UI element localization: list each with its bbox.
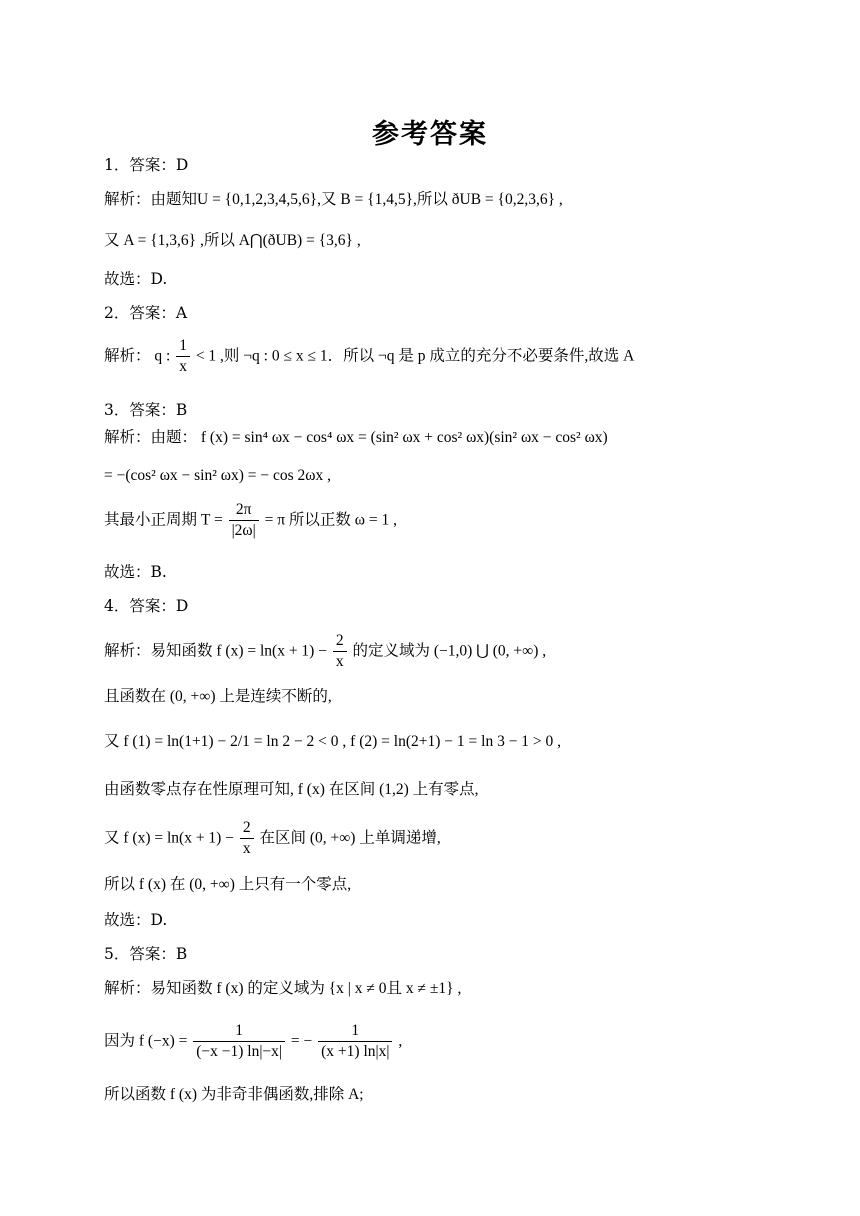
fraction-line — [104, 633, 546, 671]
numerator: 2 — [240, 820, 254, 839]
text-line: 解析：由题： f (x) = sin⁴ ωx − cos⁴ ωx = (sin² ωx + cos² ωx)(sin² ωx − cos² ωx) — [104, 429, 608, 446]
text-line: 所以 f (x) 在 (0, +∞) 上只有一个零点, — [104, 876, 352, 893]
fraction — [176, 338, 190, 376]
denominator: (x +1) ln|x| — [321, 1043, 390, 1061]
fraction — [333, 633, 347, 671]
text-line: 且函数在 (0, +∞) 上是连续不断的, — [104, 688, 332, 705]
text-line: 故选：D. — [104, 270, 168, 288]
numerator: 1 — [193, 1023, 285, 1042]
frac-suffix: = π 所以正数 ω = 1 , — [264, 511, 397, 529]
fraction-line — [104, 1023, 402, 1061]
text-line: 又 f (1) = ln(1+1) − 2/1 = ln 2 − 2 < 0 , f (2) = ln(2+1) − 1 = ln 3 − 1 > 0 , — [104, 733, 562, 750]
numerator: 2 — [333, 633, 347, 652]
text-line: 4．答案：D — [104, 597, 189, 615]
frac-suffix: < 1 ,则 ¬q : 0 ≤ x ≤ 1．所以 ¬q 是 p 成立的充分不必要条件,故选 A — [195, 347, 635, 365]
text-line: 1．答案：D — [104, 156, 189, 174]
text-line: 又 A = {1,3,6} ,所以 A⋂(ðUB) = {3,6} , — [104, 232, 361, 249]
denominator: x — [242, 840, 251, 858]
text-line: 解析：由题知U = {0,1,2,3,4,5,6},又 B = {1,4,5},所以 ðUB = {0,2,3,6} , — [104, 191, 563, 208]
text-line: 2．答案：A — [104, 304, 188, 322]
frac-mid: = − — [290, 1032, 313, 1050]
numerator: 1 — [176, 338, 190, 357]
numerator: 2π — [229, 502, 259, 521]
frac-suffix: , — [398, 1032, 403, 1050]
denominator: x — [335, 653, 344, 671]
frac-suffix: 的定义域为 (−1,0) ⋃ (0, +∞) , — [352, 642, 547, 660]
text-line: 故选：D. — [104, 911, 168, 929]
frac-prefix: 又 f (x) = ln(x + 1) − — [104, 829, 234, 847]
frac-prefix: 因为 f (−x) = — [104, 1032, 188, 1050]
fraction — [240, 820, 254, 858]
text-line: 故选：B. — [104, 563, 167, 581]
frac-prefix: 解析：易知函数 f (x) = ln(x + 1) − — [104, 642, 327, 660]
text-line: 5．答案：B — [104, 945, 188, 963]
numerator: 1 — [318, 1023, 392, 1042]
text-line: 3．答案：B — [104, 401, 188, 419]
frac-prefix: 其最小正周期 T = — [104, 511, 223, 529]
fraction — [229, 502, 259, 540]
frac-suffix: 在区间 (0, +∞) 上单调递增, — [259, 829, 441, 847]
page-title: 参考答案 — [372, 119, 488, 150]
text-line: = −(cos² ωx − sin² ωx) = − cos 2ωx , — [104, 467, 331, 484]
fraction — [318, 1023, 392, 1061]
fraction — [193, 1023, 285, 1061]
denominator: (−x −1) ln|−x| — [196, 1043, 283, 1061]
denominator: |2ω| — [231, 522, 256, 540]
fraction-line — [104, 338, 634, 376]
text-line: 解析：易知函数 f (x) 的定义域为 {x | x ≠ 0且 x ≠ ±1} , — [104, 980, 462, 997]
text-line: 所以函数 f (x) 为非奇非偶函数,排除 A; — [104, 1086, 364, 1103]
frac-prefix: 解析： q : — [104, 347, 171, 365]
fraction-line — [104, 820, 441, 858]
denominator: x — [179, 358, 187, 376]
text-line: 由函数零点存在性原理可知, f (x) 在区间 (1,2) 上有零点, — [104, 781, 479, 798]
fraction-line — [104, 502, 397, 540]
